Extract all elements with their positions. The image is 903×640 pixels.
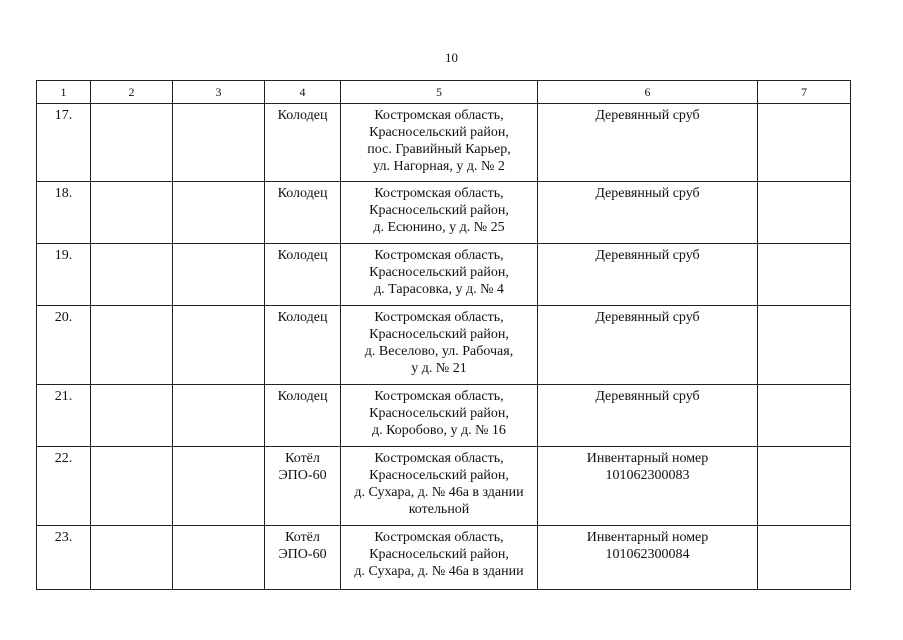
table-row <box>37 244 851 306</box>
header-row <box>37 81 851 104</box>
object-address: Костромская область, Красносельский район, д. Веселово, ул. Рабочая, у д. № 21 <box>341 306 538 385</box>
object-name: Колодец <box>265 104 341 182</box>
cell-col2 <box>91 244 173 306</box>
object-address: Костромская область, Красносельский район, пос. Гравийный Карьер, ул. Нагорная, у д. № 2 <box>341 104 538 182</box>
cell-col3 <box>173 306 265 385</box>
column-header-6: 6 <box>538 81 758 104</box>
cell-col3 <box>173 385 265 447</box>
cell-col2 <box>91 306 173 385</box>
object-name: Колодец <box>265 385 341 447</box>
row-number: 21. <box>37 385 91 447</box>
page-number: 10 <box>445 50 458 65</box>
cell-col2 <box>91 526 173 590</box>
row-number: 23. <box>37 526 91 590</box>
column-header-4: 4 <box>265 81 341 104</box>
cell-col7 <box>758 447 851 526</box>
object-address: Костромская область, Красносельский район, д. Сухара, д. № 46а в здании <box>341 526 538 590</box>
object-description: Деревянный сруб <box>538 104 758 182</box>
cell-col7 <box>758 182 851 244</box>
object-description: Инвентарный номер 101062300084 <box>538 526 758 590</box>
object-description: Инвентарный номер 101062300083 <box>538 447 758 526</box>
registry-table <box>36 80 851 590</box>
cell-col7 <box>758 385 851 447</box>
row-number: 18. <box>37 182 91 244</box>
column-header-7: 7 <box>758 81 851 104</box>
cell-col2 <box>91 182 173 244</box>
column-header-5: 5 <box>341 81 538 104</box>
row-number: 19. <box>37 244 91 306</box>
cell-col3 <box>173 104 265 182</box>
object-description: Деревянный сруб <box>538 244 758 306</box>
cell-col7 <box>758 244 851 306</box>
cell-col2 <box>91 385 173 447</box>
cell-col7 <box>758 526 851 590</box>
row-number: 20. <box>37 306 91 385</box>
cell-col3 <box>173 526 265 590</box>
cell-col3 <box>173 244 265 306</box>
object-description: Деревянный сруб <box>538 306 758 385</box>
object-name: Колодец <box>265 306 341 385</box>
cell-col2 <box>91 104 173 182</box>
object-name: Колодец <box>265 244 341 306</box>
table-row <box>37 306 851 385</box>
cell-col3 <box>173 182 265 244</box>
row-number: 17. <box>37 104 91 182</box>
object-address: Костромская область, Красносельский район, д. Сухара, д. № 46а в здании котельной <box>341 447 538 526</box>
cell-col7 <box>758 104 851 182</box>
object-name: Колодец <box>265 182 341 244</box>
column-header-3: 3 <box>173 81 265 104</box>
object-address: Костромская область, Красносельский район, д. Есюнино, у д. № 25 <box>341 182 538 244</box>
table-row <box>37 104 851 182</box>
table-row <box>37 182 851 244</box>
object-address: Костромская область, Красносельский район, д. Тарасовка, у д. № 4 <box>341 244 538 306</box>
object-name: Котёл ЭПО-60 <box>265 447 341 526</box>
table-row <box>37 526 851 590</box>
object-name: Котёл ЭПО-60 <box>265 526 341 590</box>
row-number: 22. <box>37 447 91 526</box>
cell-col2 <box>91 447 173 526</box>
table-row <box>37 447 851 526</box>
object-description: Деревянный сруб <box>538 385 758 447</box>
table-row <box>37 385 851 447</box>
column-header-1: 1 <box>37 81 91 104</box>
cell-col7 <box>758 306 851 385</box>
object-address: Костромская область, Красносельский район, д. Коробово, у д. № 16 <box>341 385 538 447</box>
column-header-2: 2 <box>91 81 173 104</box>
object-description: Деревянный сруб <box>538 182 758 244</box>
cell-col3 <box>173 447 265 526</box>
